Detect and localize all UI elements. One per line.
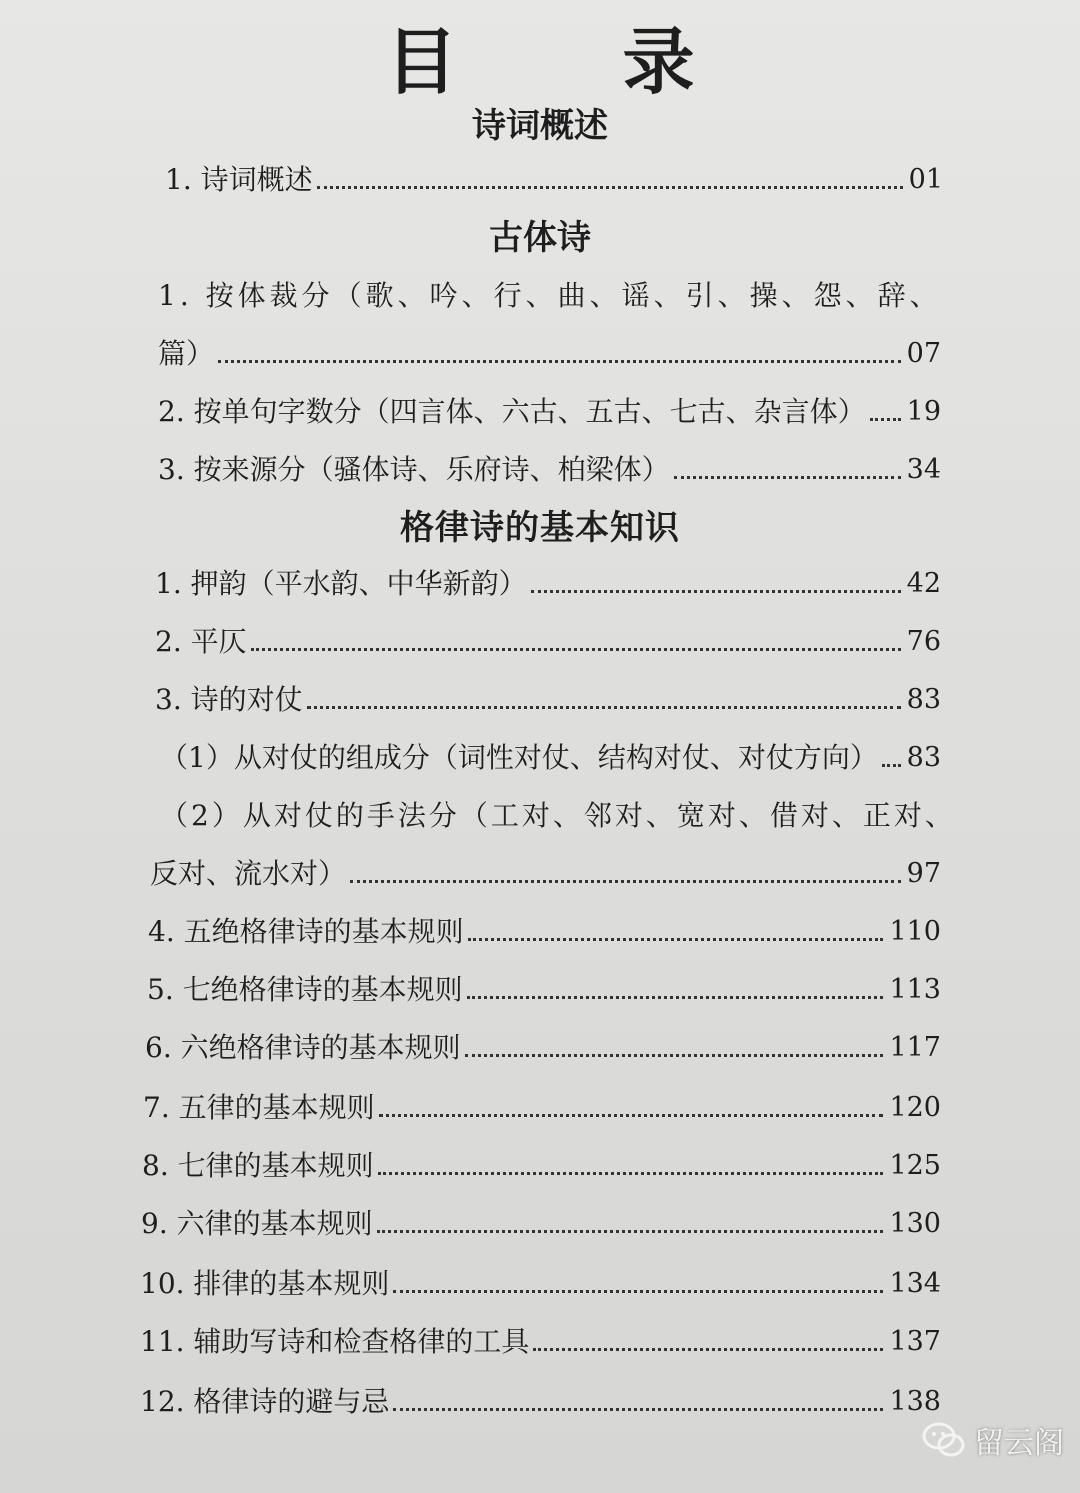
leader-dots [533,1348,883,1351]
toc-entry-label: 7. 五律的基本规则 [143,1091,375,1124]
toc-entry[interactable] [140,1266,941,1302]
toc-entry-line[interactable]: （2）从对仗的手法分（工对、邻对、宽对、借对、正对、 [160,799,956,832]
leader-dots [393,1408,883,1411]
toc-entry-page: 19 [906,396,941,427]
toc-entry[interactable] [158,452,941,488]
leader-dots [870,418,901,421]
toc-entry-label: 4. 五绝格律诗的基本规则 [148,915,464,948]
toc-entry[interactable] [155,566,941,602]
toc-entry-page: 138 [889,1386,941,1417]
toc-entry[interactable] [145,1030,941,1066]
leader-dots [465,1054,884,1057]
toc-entry[interactable] [150,856,941,892]
toc-entry-page: 76 [906,626,941,657]
watermark-text: 留云阁 [974,1426,1064,1461]
toc-entry[interactable] [140,1384,941,1420]
toc-entry-page: 117 [889,1032,941,1063]
toc-entry[interactable] [158,394,941,430]
toc-entry[interactable] [143,1090,941,1126]
toc-entry-label: 9. 六律的基本规则 [141,1207,373,1240]
section-heading-overview: 诗词概述 [472,106,608,146]
toc-entry-label: 3. 诗的对仗 [155,683,303,716]
toc-entry-page: 110 [889,916,941,947]
toc-entry-page: 42 [906,568,941,599]
leader-dots [531,590,901,593]
toc-entry[interactable] [155,624,941,660]
toc-entry-page: 120 [889,1092,941,1123]
leader-dots [350,880,901,883]
leader-dots [377,1230,884,1233]
toc-entry-page: 125 [889,1150,941,1181]
section-heading-regulated: 格律诗的基本知识 [400,508,680,548]
toc-entry-label: 10. 排律的基本规则 [140,1267,390,1300]
toc-entry-label: 12. 格律诗的避与忌 [140,1385,390,1418]
toc-entry-page: 134 [889,1268,941,1299]
toc-entry[interactable] [142,1148,941,1184]
leader-dots [251,648,901,651]
leader-dots [317,186,903,189]
watermark [922,1418,1064,1462]
toc-entry-line[interactable]: 1. 按体裁分（歌、吟、行、曲、谣、引、操、怨、辞、 [158,279,942,312]
leader-dots [218,360,901,363]
leader-dots [378,1172,884,1175]
toc-entry[interactable] [155,682,941,718]
toc-entry[interactable] [165,162,943,198]
section-heading-ancient: 古体诗 [489,218,591,258]
toc-entry-label: 2. 按单句字数分（四言体、六古、五古、七古、杂言体） [158,395,866,428]
leader-dots [468,938,884,941]
toc-entry-label: 1. 押韵（平水韵、中华新韵） [155,567,527,600]
toc-entry-page: 83 [906,684,941,715]
leader-dots [379,1114,884,1117]
leader-dots [674,476,901,479]
leader-dots [882,764,901,767]
toc-entry-label: 1. 诗词概述 [165,163,313,196]
toc-entry-page: 137 [889,1326,941,1357]
toc-entry-label: 篇） [158,337,215,370]
toc-entry[interactable] [160,740,941,776]
toc-entry-page: 130 [889,1208,941,1239]
toc-entry-label: 8. 七律的基本规则 [142,1149,374,1182]
leader-dots [307,706,901,709]
toc-entry[interactable] [147,972,941,1008]
toc-entry-label: （1）从对仗的组成分（词性对仗、结构对仗、对仗方向） [160,741,878,774]
toc-entry-page: 07 [906,338,941,369]
toc-entry-label: 6. 六绝格律诗的基本规则 [145,1031,461,1064]
toc-entry[interactable] [148,914,941,950]
toc-entry[interactable] [158,336,941,372]
toc-entry-page: 83 [906,742,941,773]
toc-entry-label: 5. 七绝格律诗的基本规则 [147,973,463,1006]
toc-entry-label: 反对、流水对） [150,857,347,890]
toc-entry-label: 2. 平仄 [155,625,247,658]
toc-entry-page: 113 [889,974,941,1005]
toc-entry[interactable] [140,1324,941,1360]
toc-entry-label: 3. 按来源分（骚体诗、乐府诗、柏梁体） [158,453,670,486]
toc-entry-label: 11. 辅助写诗和检查格律的工具 [140,1325,530,1358]
page-title: 目 录 [385,19,765,104]
leader-dots [467,996,884,999]
toc-entry-page: 97 [906,858,941,889]
toc-entry[interactable] [141,1206,941,1242]
toc-entry-page: 01 [908,164,943,195]
wechat-icon [922,1421,966,1459]
toc-entry-page: 34 [906,454,941,485]
leader-dots [393,1290,883,1293]
